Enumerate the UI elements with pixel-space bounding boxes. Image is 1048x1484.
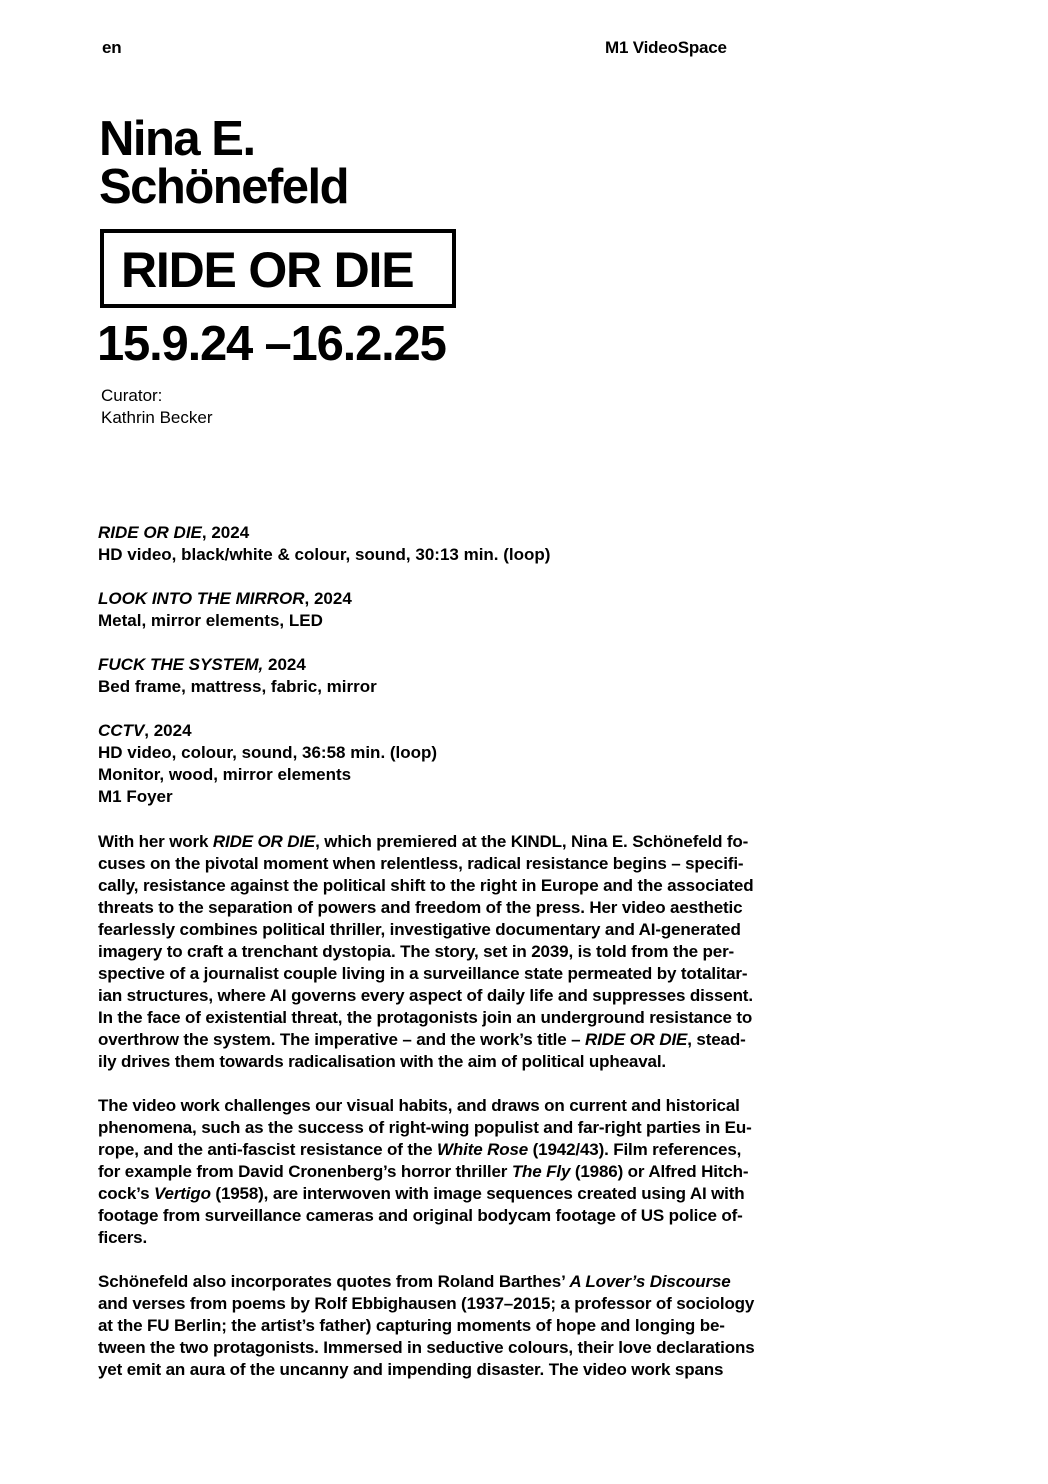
text-segment: yet emit an aura of the uncanny and impending disaster. The video work spans <box>98 1360 724 1379</box>
work-detail: HD video, colour, sound, 36:58 min. (loop) <box>98 743 438 762</box>
work-year: , 2024 <box>144 721 192 740</box>
text-segment: for example from David Cronenberg’s horror thriller <box>98 1162 512 1181</box>
text-line <box>98 1161 818 1183</box>
italic-title: RIDE OR DIE <box>212 832 316 851</box>
work-detail: Bed frame, mattress, fabric, mirror <box>98 677 377 696</box>
work-entry <box>98 522 550 566</box>
body-paragraph <box>98 1095 818 1249</box>
text-segment: footage from surveillance cameras and original bodycam footage of US police of- <box>98 1206 743 1225</box>
italic-title: Vertigo <box>153 1184 211 1203</box>
text-segment: ian structures, where AI governs every aspect of daily life and suppresses dissent. <box>98 986 753 1005</box>
text-line <box>98 875 818 897</box>
work-entry <box>98 588 550 632</box>
body-paragraph <box>98 831 818 1073</box>
work-entry <box>98 654 550 698</box>
exhibition-title: RIDE OR DIE <box>121 242 414 298</box>
italic-title: A Lover’s Discourse <box>569 1272 731 1291</box>
text-line <box>98 897 818 919</box>
text-segment: cock’s <box>98 1184 154 1203</box>
text-line <box>98 941 818 963</box>
text-line <box>98 1271 818 1293</box>
text-segment: tween the two protagonists. Immersed in seductive colours, their love declarations <box>98 1338 755 1357</box>
exhibition-dates: 15.9.24 –16.2.25 <box>97 317 446 371</box>
text-segment: cuses on the pivotal moment when relentless, radical resistance begins – specifi- <box>98 854 744 873</box>
exhibition-title-box <box>100 229 456 308</box>
text-line <box>98 1029 818 1051</box>
italic-title: The Fly <box>511 1162 571 1181</box>
work-detail: HD video, black/white & colour, sound, 30:13 min. (loop) <box>98 545 551 564</box>
work-title-line <box>98 720 550 742</box>
work-title-line <box>98 654 550 676</box>
curator-credit <box>101 385 213 429</box>
text-line <box>98 1183 818 1205</box>
text-segment: cally, resistance against the political shift to the right in Europe and the associated <box>98 876 754 895</box>
text-segment: at the FU Berlin; the artist’s father) capturing moments of hope and longing be- <box>98 1316 725 1335</box>
work-detail: Monitor, wood, mirror elements <box>98 765 352 784</box>
text-segment: and verses from poems by Rolf Ebbighausen (1937–2015; a professor of sociology <box>98 1294 755 1313</box>
works-list <box>98 522 550 830</box>
text-segment: , stead- <box>687 1030 746 1049</box>
artist-name <box>99 112 349 214</box>
text-line <box>98 963 818 985</box>
body-paragraph <box>98 1271 818 1381</box>
work-title: RIDE OR DIE <box>98 523 202 542</box>
text-segment: The video work challenges our visual habits, and draws on current and historical <box>98 1096 740 1115</box>
exhibition-text <box>98 831 818 1403</box>
text-line <box>98 1337 818 1359</box>
work-title-line <box>98 588 550 610</box>
work-entry <box>98 720 550 808</box>
text-line <box>98 1051 818 1073</box>
curator-label: Curator: <box>101 386 163 405</box>
language-switch[interactable]: en <box>102 38 122 57</box>
text-segment: ficers. <box>98 1228 148 1247</box>
venue-label: M1 VideoSpace <box>605 38 727 57</box>
text-segment: spective of a journalist couple living in a surveillance state permeated by totalitar- <box>98 964 748 983</box>
text-segment: , which premiered at the KINDL, Nina E. Schönefeld fo- <box>315 832 749 851</box>
text-segment: With her work <box>98 832 213 851</box>
text-line <box>98 1007 818 1029</box>
work-detail: M1 Foyer <box>98 787 173 806</box>
work-title: CCTV <box>98 721 145 740</box>
text-segment: (1986) or Alfred Hitch- <box>570 1162 749 1181</box>
text-segment: (1942/43). Film references, <box>528 1140 742 1159</box>
text-segment: In the face of existential threat, the protagonists join an underground resistance to <box>98 1008 753 1027</box>
italic-title: RIDE OR DIE <box>585 1030 688 1049</box>
curator-name: Kathrin Becker <box>101 408 213 427</box>
work-year: , 2024 <box>304 589 352 608</box>
text-line <box>98 1139 818 1161</box>
work-year: 2024 <box>263 655 306 674</box>
artist-name-line1: Nina E. <box>99 112 255 166</box>
text-segment: overthrow the system. The imperative – and the work’s title – <box>98 1030 585 1049</box>
work-title-line <box>98 522 550 544</box>
work-year: , 2024 <box>201 523 250 542</box>
text-line <box>98 1293 818 1315</box>
text-line <box>98 1117 818 1139</box>
text-line <box>98 1359 818 1381</box>
text-line <box>98 919 818 941</box>
text-line <box>98 1315 818 1337</box>
work-detail: Metal, mirror elements, LED <box>98 611 323 630</box>
text-line <box>98 1095 818 1117</box>
text-line <box>98 853 818 875</box>
work-title: LOOK INTO THE MIRROR <box>98 589 305 608</box>
text-segment: rope, and the anti-fascist resistance of the <box>98 1140 438 1159</box>
text-line <box>98 1227 818 1249</box>
text-segment: Schönefeld also incorporates quotes from Roland Barthes’ <box>98 1272 570 1291</box>
text-segment: imagery to craft a trenchant dystopia. The story, set in 2039, is told from the per- <box>98 942 735 961</box>
text-segment: (1958), are interwoven with image sequences created using AI with <box>210 1184 745 1203</box>
text-segment: fearlessly combines political thriller, investigative documentary and AI-generated <box>98 920 741 939</box>
work-title: FUCK THE SYSTEM, <box>98 655 264 674</box>
text-line <box>98 1205 818 1227</box>
text-segment: ily drives them towards radicalisation with the aim of political upheaval. <box>98 1052 666 1071</box>
text-segment: threats to the separation of powers and freedom of the press. Her video aesthetic <box>98 898 743 917</box>
artist-name-line2: Schönefeld <box>99 160 349 214</box>
text-line <box>98 985 818 1007</box>
text-segment: phenomena, such as the success of right-wing populist and far-right parties in Eu- <box>98 1118 752 1137</box>
italic-title: White Rose <box>437 1140 529 1159</box>
text-line <box>98 831 818 853</box>
